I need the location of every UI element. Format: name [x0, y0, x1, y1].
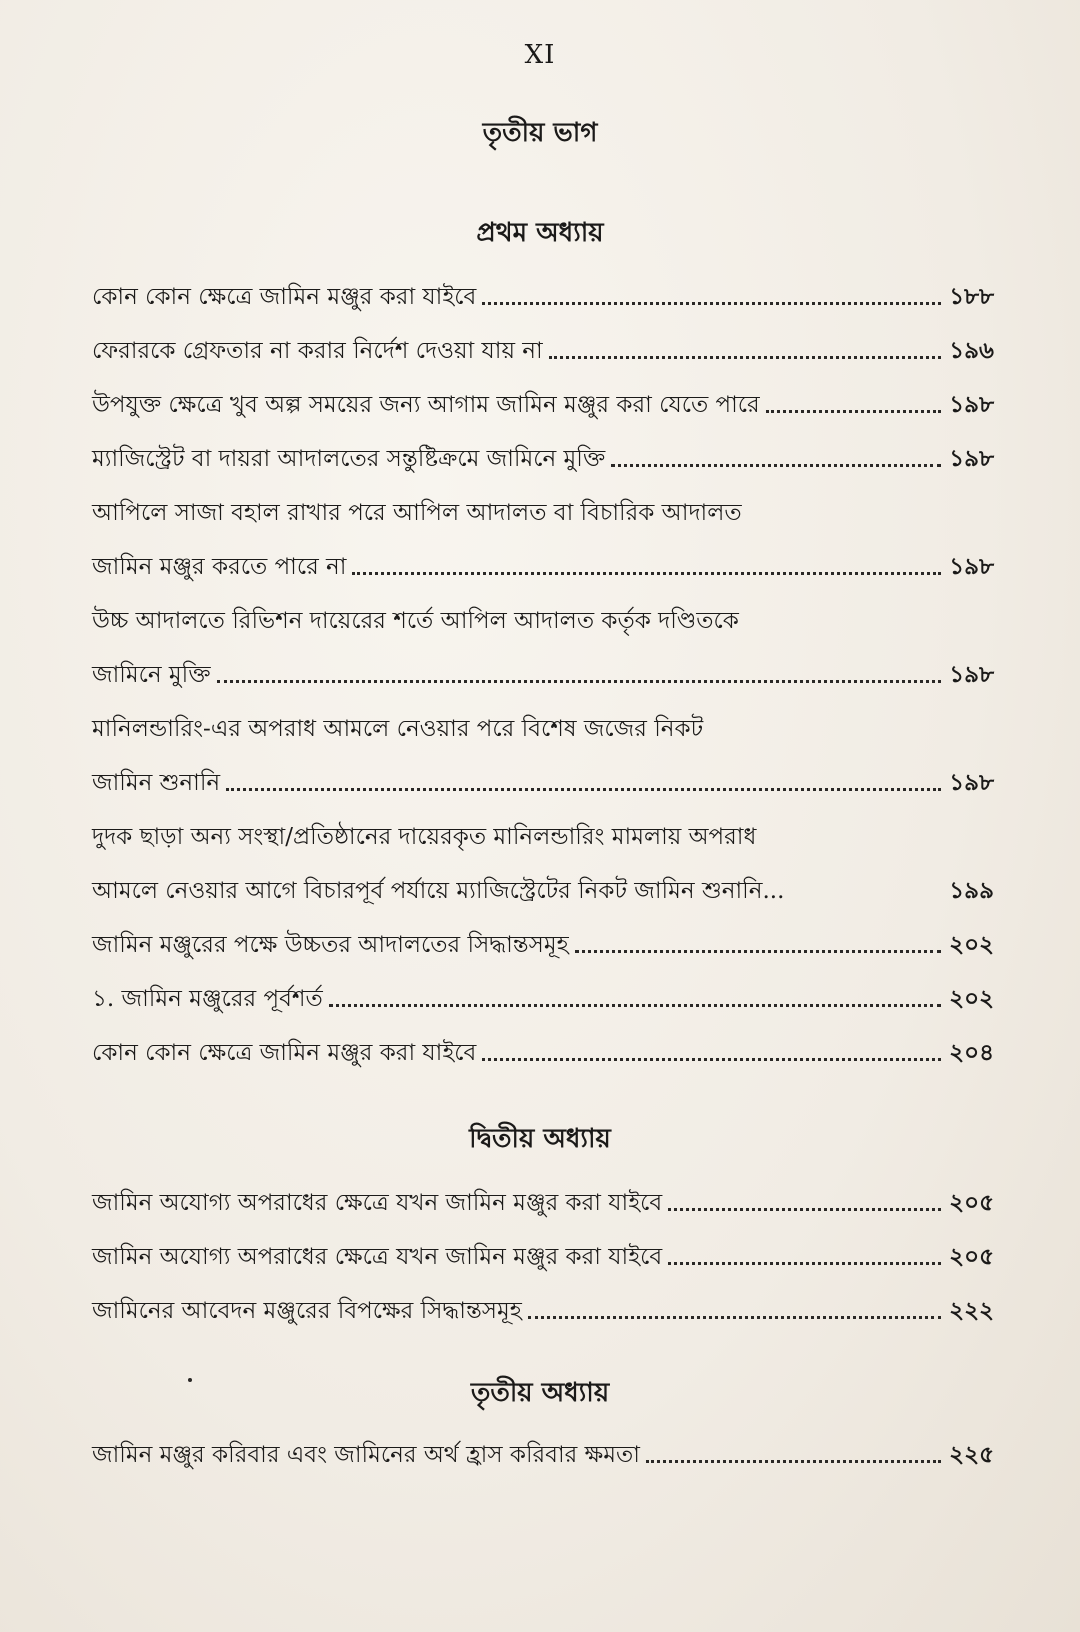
toc-entry: [92, 1430, 994, 1470]
dot-leader: [217, 680, 942, 683]
dot-leader: [528, 1316, 941, 1319]
dot-leader: [549, 356, 941, 359]
toc-entry-text: জামিন মঞ্জুরের পক্ষে উচ্চতর আদালতের সিদ্ধান্তসমূহ: [92, 932, 569, 958]
dot-leader: [611, 464, 941, 467]
toc-entry-text: কোন কোন ক্ষেত্রে জামিন মঞ্জুর করা যাইবে: [92, 284, 477, 310]
toc-entry-text: জামিন শুনানি: [92, 770, 221, 796]
toc-entry-line1: [92, 812, 994, 852]
dot-leader: [668, 1208, 941, 1211]
toc-entry-page: ১৯৮: [949, 553, 994, 580]
toc-entry-page: ১৯৮: [949, 769, 994, 796]
toc-entry-page: ২০৫: [949, 1243, 994, 1270]
dot-leader: [668, 1262, 941, 1265]
toc-entry: [92, 272, 994, 312]
chapter-3-title: তৃতীয় অধ্যায়: [470, 1378, 610, 1408]
dot-leader: [646, 1460, 941, 1463]
toc-entry-text: উপযুক্ত ক্ষেত্রে খুব অল্প সময়ের জন্য আগাম জামিন মঞ্জুর করা যেতে পারে: [92, 392, 760, 418]
toc-entry-page: ১৯৮: [949, 661, 994, 688]
toc-entry-text: ফেরারকে গ্রেফতার না করার নির্দেশ দেওয়া যায় না: [92, 338, 543, 364]
toc-entry: [92, 1232, 994, 1272]
page-number: XI: [524, 40, 556, 70]
toc-entry: [92, 434, 994, 474]
toc-entry-page: ১৯৯: [949, 877, 994, 904]
toc-entry-page: ১৯৮: [949, 445, 994, 472]
toc-entry-page: ২০৫: [949, 1189, 994, 1216]
toc-entry-line1: [92, 596, 994, 636]
chapter-1-title: প্রথম অধ্যায়: [476, 218, 604, 248]
dot-leader: [482, 1058, 941, 1061]
toc-entry: [92, 866, 994, 906]
toc-entry-page: ১৮৮: [949, 283, 994, 310]
dot-leader: [790, 896, 941, 899]
toc-entry-text: আমলে নেওয়ার আগে বিচারপূর্ব পর্যায়ে ম্যাজিস্ট্রেটের নিকট জামিন শুনানি...: [92, 878, 785, 904]
toc-entry-text: আপিলে সাজা বহাল রাখার পরে আপিল আদালত বা বিচারিক আদালত: [92, 500, 742, 526]
toc-entry-page: ২০৪: [949, 1039, 994, 1066]
dot-leader: [766, 410, 942, 413]
toc-entry-page: ২০২: [949, 985, 994, 1012]
toc-entry: [92, 650, 994, 690]
toc-entry-text: ১. জামিন মঞ্জুরের পূর্বশর্ত: [92, 986, 323, 1012]
toc-entry: [92, 920, 994, 960]
toc-entry-text: জামিনের আবেদন মঞ্জুরের বিপক্ষের সিদ্ধান্তসমূহ: [92, 1298, 522, 1324]
toc-entry-line1: [92, 704, 994, 744]
toc-entry-text: কোন কোন ক্ষেত্রে জামিন মঞ্জুর করা যাইবে: [92, 1040, 477, 1066]
toc-entry-page: ১৯৮: [949, 391, 994, 418]
toc-entry-page: ২২৫: [949, 1441, 994, 1468]
toc-entry-text: জামিন মঞ্জুর করিবার এবং জামিনের অর্থ হ্রাস করিবার ক্ষমতা: [92, 1442, 640, 1468]
toc-entry-text: জামিন মঞ্জুর করতে পারে না: [92, 554, 347, 580]
toc-entry-text: জামিন অযোগ্য অপরাধের ক্ষেত্রে যখন জামিন মঞ্জুর করা যাইবে: [92, 1190, 663, 1216]
toc-entry-page: ২০২: [949, 931, 994, 958]
toc-entry: [92, 1028, 994, 1068]
dot-leader: [482, 302, 941, 305]
dot-leader: [575, 950, 941, 953]
toc-entry-page: ২২২: [949, 1297, 994, 1324]
toc-entry-text: উচ্চ আদালতে রিভিশন দায়েরের শর্তে আপিল আদালত কর্তৃক দণ্ডিতকে: [92, 608, 739, 634]
toc-entry: [92, 1286, 994, 1326]
part-title: তৃতীয় ভাগ: [482, 118, 598, 148]
toc-entry-line1: [92, 488, 994, 528]
toc-entry: [92, 758, 994, 798]
toc-entry-text: জামিন অযোগ্য অপরাধের ক্ষেত্রে যখন জামিন মঞ্জুর করা যাইবে: [92, 1244, 663, 1270]
toc-entry-page: ১৯৬: [949, 337, 994, 364]
dot-leader: [226, 788, 941, 791]
toc-entry-text: মানিলন্ডারিং-এর অপরাধ আমলে নেওয়ার পরে বিশেষ জজের নিকট: [92, 716, 704, 742]
toc-entry-text: ম্যাজিস্ট্রেট বা দায়রা আদালতের সন্তুষ্টিক্রমে জামিনে মুক্তি: [92, 446, 606, 472]
toc-entry: [92, 542, 994, 582]
toc-entry-text: জামিনে মুক্তি: [92, 662, 211, 688]
toc-entry: [92, 1178, 994, 1218]
chapter-2-title: দ্বিতীয় অধ্যায়: [469, 1124, 611, 1154]
dot-leader: [352, 572, 941, 575]
toc-entry: [92, 380, 994, 420]
toc-entry-text: দুদক ছাড়া অন্য সংস্থা/প্রতিষ্ঠানের দায়েরকৃত মানিলন্ডারিং মামলায় অপরাধ: [92, 824, 757, 850]
toc-entry: [92, 974, 994, 1014]
dot-leader: [329, 1004, 941, 1007]
toc-entry: [92, 326, 994, 366]
